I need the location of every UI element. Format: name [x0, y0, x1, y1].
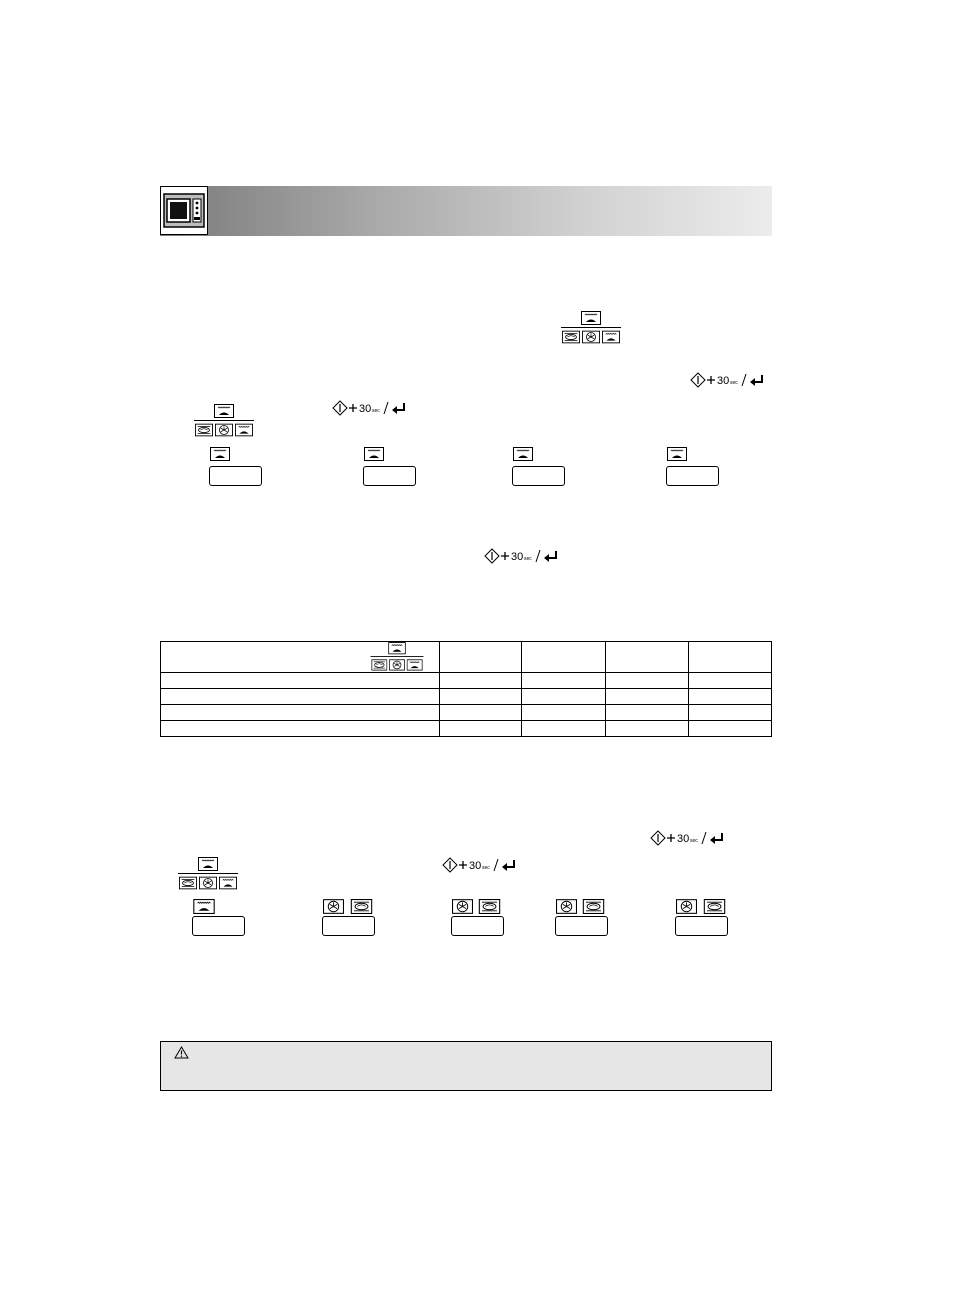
- display-window: [512, 466, 565, 486]
- table-row: [161, 673, 772, 689]
- start-plus-30sec-enter-icon: [442, 857, 518, 873]
- grill-button-icon: [193, 899, 215, 914]
- grill-button-icon: [513, 447, 533, 461]
- table-cell: [161, 705, 440, 721]
- convection-dual-button-icon: [703, 899, 726, 914]
- cooking-mode-selector-icon: [194, 404, 254, 438]
- table-cell: [161, 689, 440, 705]
- convection-dual-button-icon: [582, 899, 605, 914]
- cooking-table: [160, 641, 772, 737]
- caution-box: [160, 1041, 772, 1091]
- grill-button-icon: [667, 447, 687, 461]
- table-row: [161, 721, 772, 737]
- grill-button-icon: [210, 447, 230, 461]
- table-cell: [522, 689, 606, 705]
- display-window: [451, 916, 504, 936]
- microwave-oven-icon: [163, 190, 205, 231]
- convection-fan-button-icon: [323, 899, 344, 914]
- display-window: [363, 466, 416, 486]
- cooking-mode-selector-icon: [178, 857, 238, 891]
- table-header-cell: [606, 642, 689, 673]
- table-cell: [689, 673, 772, 689]
- convection-dual-button-icon: [478, 899, 501, 914]
- convection-fan-button-icon: [556, 899, 577, 914]
- section-header-bar: [160, 186, 772, 236]
- table-cell: [606, 721, 689, 737]
- table-cell: [161, 673, 440, 689]
- table-cell: [606, 705, 689, 721]
- table-cell: [522, 673, 606, 689]
- table-cell: [689, 705, 772, 721]
- display-window: [209, 466, 262, 486]
- grill-button-icon: [364, 447, 384, 461]
- table-cell: [439, 689, 522, 705]
- cooking-mode-selector-icon: [561, 311, 621, 345]
- table-cell: [439, 705, 522, 721]
- cooking-mode-selector-icon: [367, 642, 427, 672]
- start-plus-30sec-enter-icon: [650, 830, 726, 846]
- start-plus-30sec-enter-icon: [332, 400, 408, 416]
- table-cell: [522, 705, 606, 721]
- table-cell: [606, 689, 689, 705]
- start-plus-30sec-enter-icon: [690, 372, 766, 388]
- table-header-cell: [689, 642, 772, 673]
- header-icon-frame: [160, 186, 208, 235]
- convection-fan-button-icon: [452, 899, 473, 914]
- display-window: [192, 916, 245, 936]
- display-window: [666, 466, 719, 486]
- convection-dual-button-icon: [350, 899, 373, 914]
- display-window: [322, 916, 375, 936]
- table-cell: [606, 673, 689, 689]
- table-cell: [161, 721, 440, 737]
- table-cell: [439, 721, 522, 737]
- table-row: [161, 689, 772, 705]
- table-header-cell: [161, 642, 440, 673]
- table-cell: [689, 721, 772, 737]
- table-header-cell: [522, 642, 606, 673]
- start-plus-30sec-enter-icon: [484, 548, 560, 564]
- convection-fan-button-icon: [676, 899, 697, 914]
- table-cell: [439, 673, 522, 689]
- table-header-cell: [439, 642, 522, 673]
- display-window: [555, 916, 608, 936]
- display-window: [675, 916, 728, 936]
- table-header-row: [161, 642, 772, 673]
- table-cell: [689, 689, 772, 705]
- table-cell: [522, 721, 606, 737]
- table-row: [161, 705, 772, 721]
- caution-triangle-icon: [174, 1046, 189, 1059]
